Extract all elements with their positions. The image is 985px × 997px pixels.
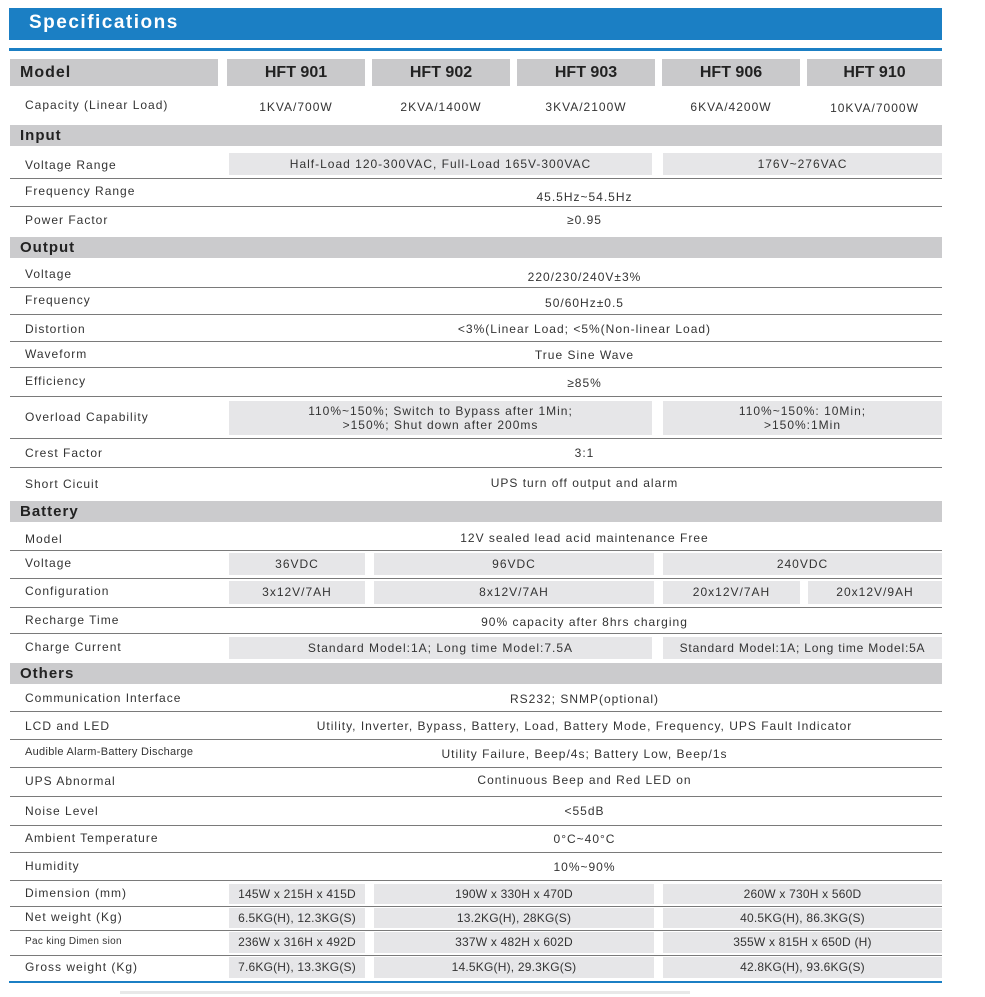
net-weight-906-910: 40.5KG(H), 86.3KG(S) xyxy=(663,908,942,928)
row-divider xyxy=(10,550,942,551)
net-weight-901: 6.5KG(H), 12.3KG(S) xyxy=(229,908,365,928)
section-input: Input xyxy=(10,125,942,146)
model-hft-906: HFT 906 xyxy=(662,59,800,86)
section-battery: Battery xyxy=(10,501,942,522)
configuration-902-903: 8x12V/7AH xyxy=(374,581,654,604)
efficiency-label: Efficiency xyxy=(25,374,87,388)
battery-voltage-902-903: 96VDC xyxy=(374,553,654,575)
row-divider xyxy=(10,739,942,740)
row-divider xyxy=(10,880,942,881)
model-hft-902: HFT 902 xyxy=(372,59,510,86)
footer-decoration xyxy=(120,991,690,994)
recharge-time-value: 90% capacity after 8hrs charging xyxy=(481,615,688,629)
overload-low-line-1: 110%~150%; Switch to Bypass after 1Min; xyxy=(308,404,573,418)
battery-voltage-901: 36VDC xyxy=(229,553,365,575)
gross-weight-label: Gross weight (Kg) xyxy=(25,960,139,974)
row-divider xyxy=(10,852,942,853)
waveform-label: Waveform xyxy=(25,347,88,361)
dimension-label: Dimension (mm) xyxy=(25,886,128,900)
communication-label: Communication Interface xyxy=(25,691,182,705)
voltage-range-high-models: 176V~276VAC xyxy=(663,153,942,175)
crest-factor-label: Crest Factor xyxy=(25,446,104,460)
distortion-value: <3%(Linear Load; <5%(Non-linear Load) xyxy=(457,322,712,336)
ambient-temperature-label: Ambient Temperature xyxy=(25,831,159,845)
net-weight-902-903: 13.2KG(H), 28KG(S) xyxy=(374,908,654,928)
charge-current-label: Charge Current xyxy=(25,640,122,654)
voltage-range-label: Voltage Range xyxy=(25,158,117,172)
configuration-901: 3x12V/7AH xyxy=(229,581,365,604)
gross-weight-902-903: 14.5KG(H), 29.3KG(S) xyxy=(374,957,654,978)
frequency-range-label: Frequency Range xyxy=(25,184,136,198)
ups-abnormal-value: Continuous Beep and Red LED on xyxy=(477,773,692,787)
output-voltage-value: 220/230/240V±3% xyxy=(527,270,642,284)
charge-current-high-models: Standard Model:1A; Long time Model:5A xyxy=(663,637,942,659)
capacity-910: 10KVA/7000W xyxy=(830,101,919,115)
row-divider xyxy=(10,930,942,931)
audible-alarm-label: Audible Alarm-Battery Discharge xyxy=(25,746,194,758)
noise-level-value: <55dB xyxy=(564,804,605,818)
packing-dimension-label: Pac king Dimen sion xyxy=(25,936,122,947)
overload-label: Overload Capability xyxy=(25,410,149,424)
gross-weight-906-910: 42.8KG(H), 93.6KG(S) xyxy=(663,957,942,978)
overload-low-models xyxy=(229,401,652,435)
row-divider xyxy=(10,206,942,207)
output-voltage-label: Voltage xyxy=(25,267,73,281)
crest-factor-value: 3:1 xyxy=(574,446,595,460)
short-circuit-value: UPS turn off output and alarm xyxy=(490,476,679,490)
row-divider xyxy=(10,367,942,368)
battery-model-label: Model xyxy=(25,532,63,546)
row-divider xyxy=(10,396,942,397)
overload-high-line-2: >150%:1Min xyxy=(763,418,842,432)
ambient-temperature-value: 0°C~40°C xyxy=(553,832,616,846)
waveform-value: True Sine Wave xyxy=(534,348,635,362)
row-divider xyxy=(10,467,942,468)
power-factor-label: Power Factor xyxy=(25,213,109,227)
row-divider xyxy=(10,341,942,342)
capacity-903: 3KVA/2100W xyxy=(545,100,627,114)
overload-high-models xyxy=(663,401,942,435)
efficiency-value: ≥85% xyxy=(567,376,602,390)
row-divider xyxy=(10,607,942,608)
dimension-901: 145W x 215H x 415D xyxy=(229,884,365,904)
row-divider xyxy=(10,711,942,712)
capacity-901: 1KVA/700W xyxy=(259,100,333,114)
section-output: Output xyxy=(10,237,942,258)
short-circuit-label: Short Cicuit xyxy=(25,477,100,491)
capacity-902: 2KVA/1400W xyxy=(400,100,482,114)
dimension-902-903: 190W x 330H x 470D xyxy=(374,884,654,904)
capacity-label: Capacity (Linear Load) xyxy=(25,98,169,112)
configuration-906: 20x12V/7AH xyxy=(663,581,800,604)
lcd-led-label: LCD and LED xyxy=(25,719,111,733)
gross-weight-901: 7.6KG(H), 13.3KG(S) xyxy=(229,957,365,978)
footer-rule xyxy=(9,981,942,983)
row-divider xyxy=(10,767,942,768)
row-divider xyxy=(10,287,942,288)
recharge-time-label: Recharge Time xyxy=(25,613,120,627)
configuration-910: 20x12V/9AH xyxy=(808,581,942,604)
model-header-label: Model xyxy=(10,59,218,86)
model-hft-903: HFT 903 xyxy=(517,59,655,86)
packing-dimension-902-903: 337W x 482H x 602D xyxy=(374,932,654,953)
row-divider xyxy=(10,906,942,907)
voltage-range-low-models: Half-Load 120-300VAC, Full-Load 165V-300VAC xyxy=(229,153,652,175)
row-divider xyxy=(10,178,942,179)
communication-value: RS232; SNMP(optional) xyxy=(509,692,660,706)
humidity-value: 10%~90% xyxy=(553,860,616,874)
dimension-906-910: 260W x 730H x 560D xyxy=(663,884,942,904)
row-divider xyxy=(10,438,942,439)
power-factor-value: ≥0.95 xyxy=(567,213,602,227)
packing-dimension-906-910: 355W x 815H x 650D (H) xyxy=(663,932,942,953)
configuration-label: Configuration xyxy=(25,584,110,598)
row-divider xyxy=(10,314,942,315)
ups-abnormal-label: UPS Abnormal xyxy=(25,774,116,788)
net-weight-label: Net weight (Kg) xyxy=(25,910,123,924)
lcd-led-value: Utility, Inverter, Bypass, Battery, Load, Battery Mode, Frequency, UPS Fault Indicator xyxy=(316,719,853,733)
specifications-banner xyxy=(9,8,942,40)
model-hft-910: HFT 910 xyxy=(807,59,942,86)
audible-alarm-value: Utility Failure, Beep/4s; Battery Low, Beep/1s xyxy=(441,747,728,761)
model-hft-901: HFT 901 xyxy=(227,59,365,86)
humidity-label: Humidity xyxy=(25,859,80,873)
distortion-label: Distortion xyxy=(25,322,86,336)
section-others: Others xyxy=(10,663,942,684)
capacity-906: 6KVA/4200W xyxy=(690,100,772,114)
row-divider xyxy=(10,796,942,797)
noise-level-label: Noise Level xyxy=(25,804,99,818)
charge-current-low-models: Standard Model:1A; Long time Model:7.5A xyxy=(229,637,652,659)
overload-low-line-2: >150%; Shut down after 200ms xyxy=(342,418,539,432)
battery-model-value: 12V sealed lead acid maintenance Free xyxy=(460,531,709,545)
packing-dimension-901: 236W x 316H x 492D xyxy=(229,932,365,953)
row-divider xyxy=(10,955,942,956)
frequency-range-value: 45.5Hz~54.5Hz xyxy=(536,190,633,204)
output-frequency-value: 50/60Hz±0.5 xyxy=(545,296,624,310)
row-divider xyxy=(10,825,942,826)
page-title: Specifications xyxy=(29,12,179,33)
row-divider xyxy=(10,578,942,579)
output-frequency-label: Frequency xyxy=(25,293,91,307)
header-rule xyxy=(9,48,942,51)
overload-high-line-1: 110%~150%: 10Min; xyxy=(738,404,867,418)
row-divider xyxy=(10,633,942,634)
battery-voltage-906-910: 240VDC xyxy=(663,553,942,575)
battery-voltage-label: Voltage xyxy=(25,556,73,570)
